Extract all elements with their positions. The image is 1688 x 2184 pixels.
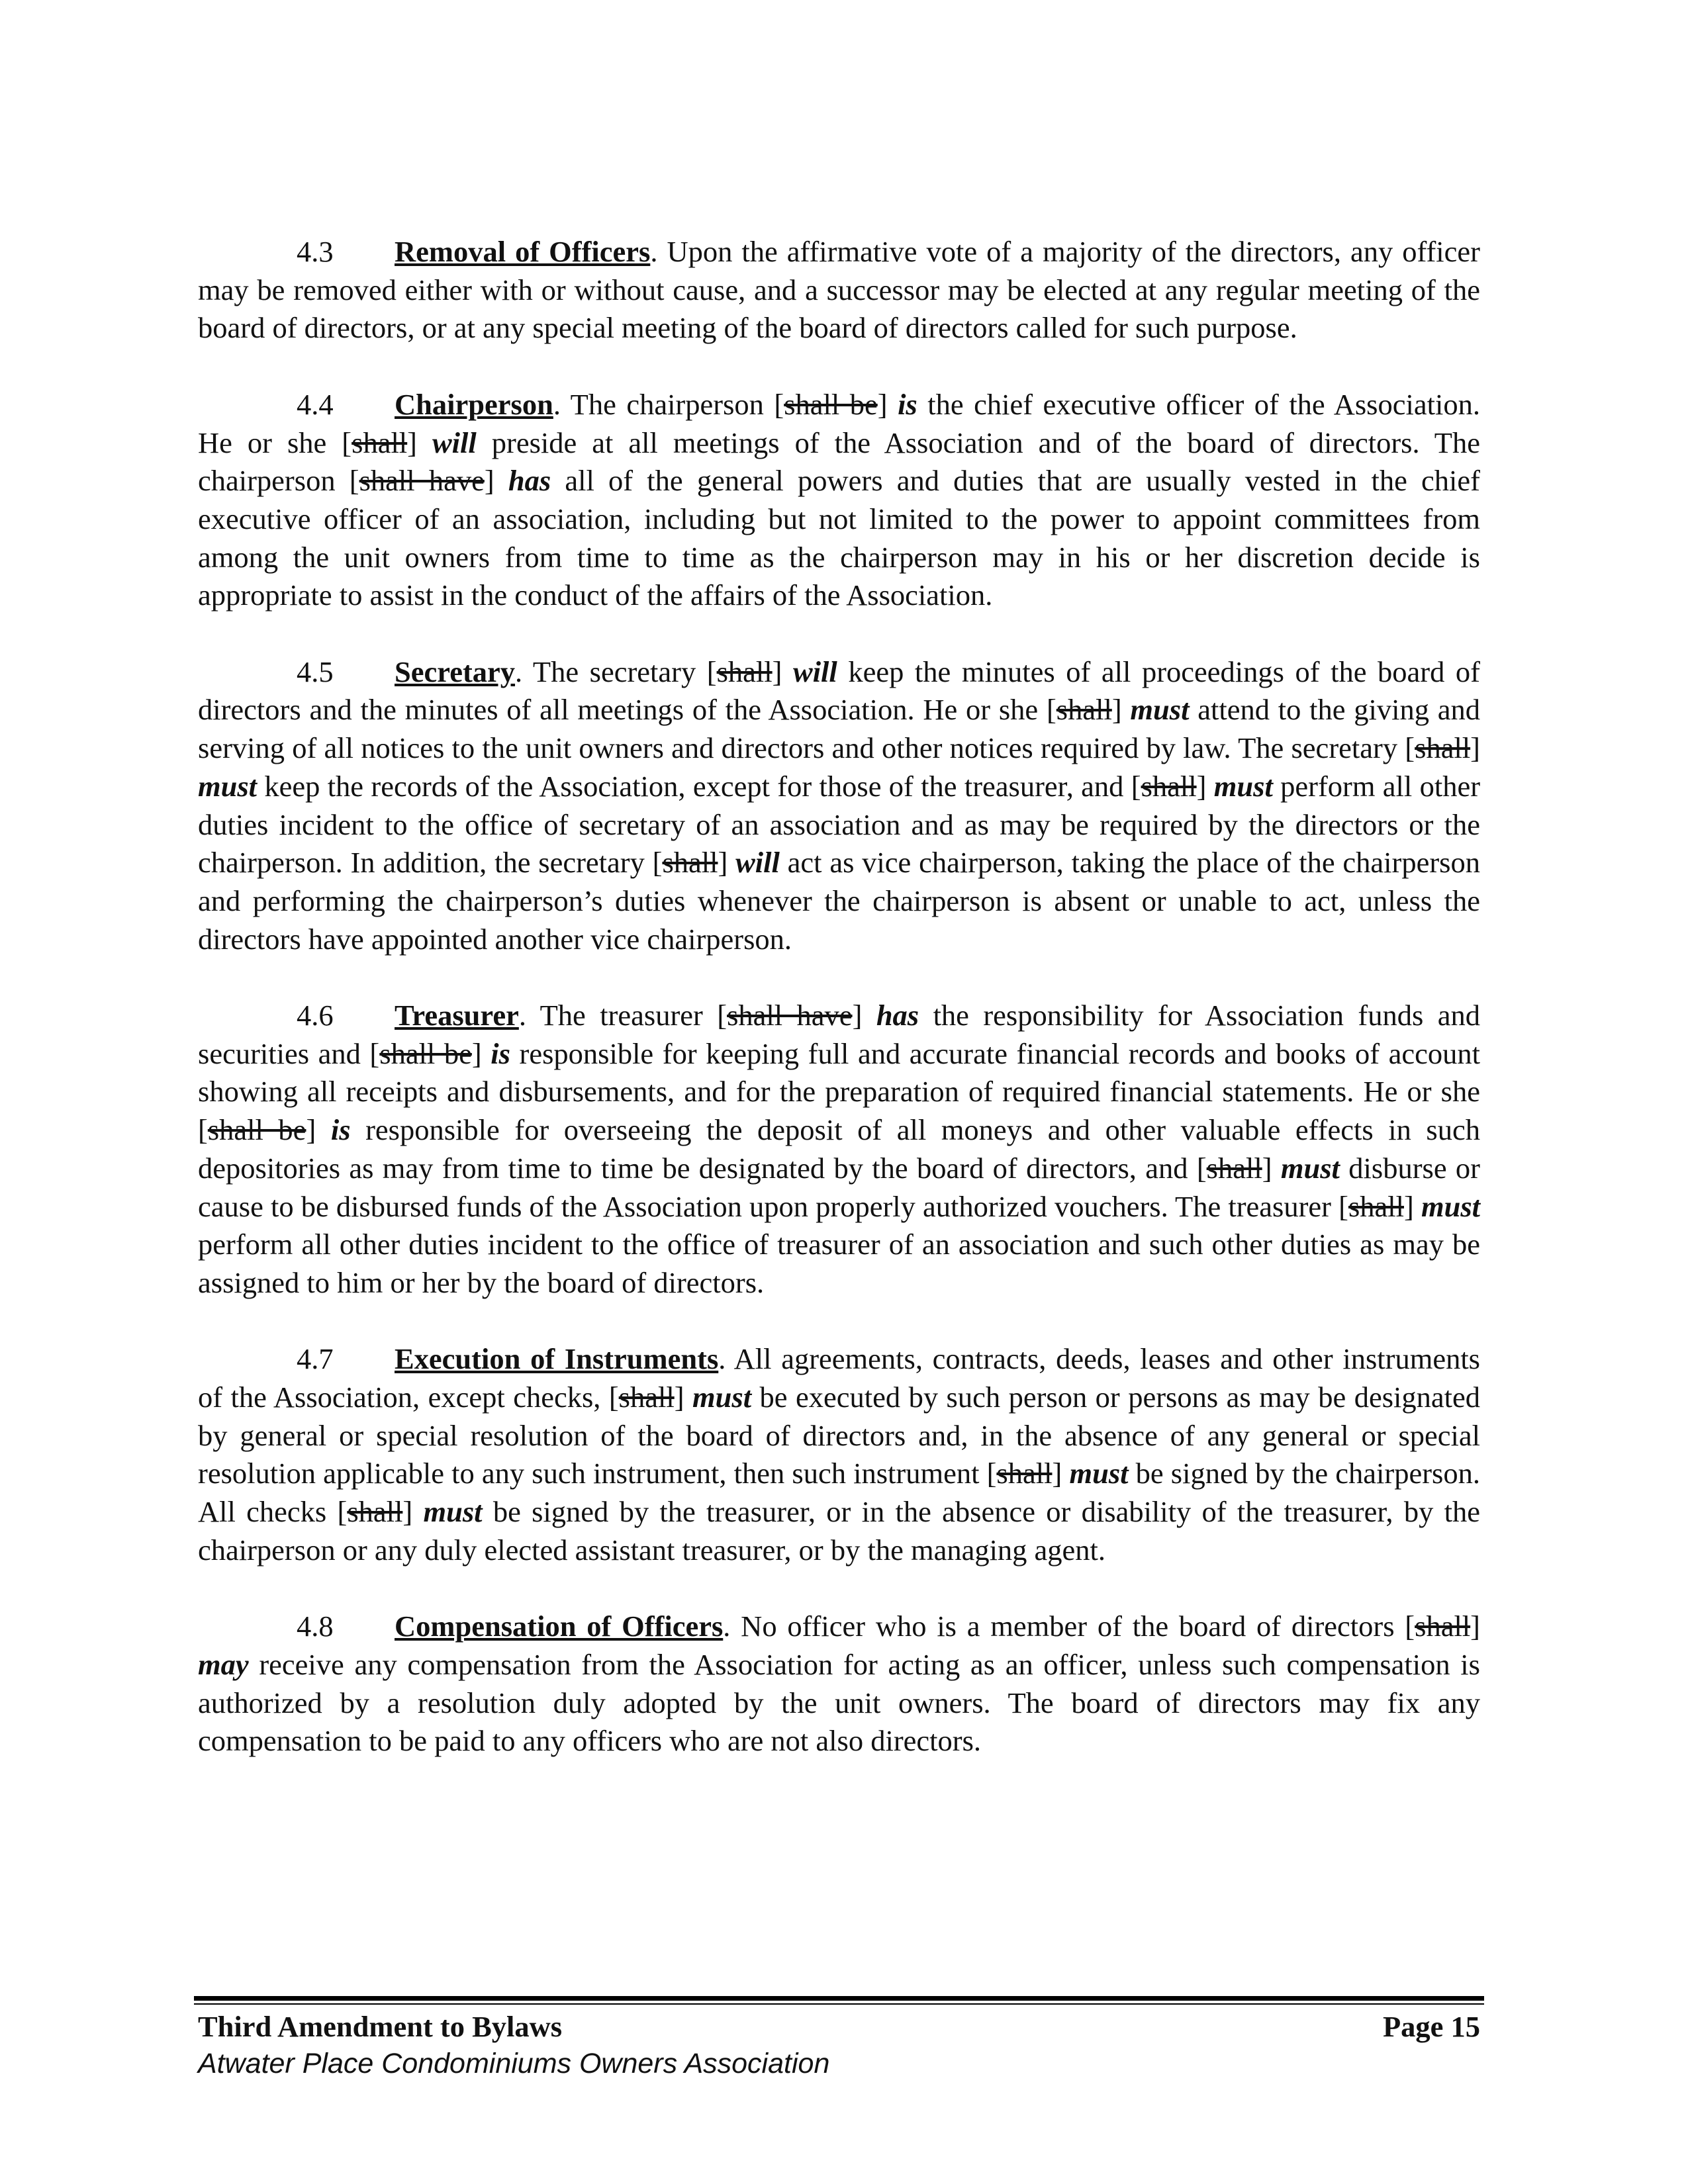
inserted-text: must [423, 1495, 483, 1529]
body-text: . No officer who is a member of the board of directors [ [723, 1610, 1415, 1643]
body-text: perform all other duties incident to the office of secretary of an association and as may be required by the directors or the chairperson. In addition, the secretary [ [198, 769, 1481, 880]
body-text: ] [407, 426, 432, 459]
body-text: be signed by the treasurer, or in the absence or disability of the treasurer, by the chairperson or any duly elected assistant treasurer, or by the managing agent. [198, 1495, 1480, 1567]
body-text: perform all other duties incident to the office of treasurer of an association and such other duties as may be assigned to him or her by the board of directors. [198, 1228, 1480, 1299]
inserted-text: has [876, 999, 919, 1032]
section-heading: Removal of Officers [395, 235, 651, 268]
deleted-text: shall [1141, 769, 1197, 803]
deleted-text: shall be [207, 1113, 306, 1147]
deleted-text: shall [1415, 1610, 1471, 1643]
body-text: ] [1196, 769, 1214, 803]
inserted-text: must [1280, 1151, 1340, 1185]
body-text: keep the minutes of all proceedings of the board of directors and the minutes of all meetings of the Association. He or she [ [198, 655, 1480, 727]
inserted-text: will [735, 846, 780, 880]
footer-document-title: Third Amendment to Bylaws [198, 2010, 563, 2043]
deleted-text: shall be [379, 1036, 472, 1070]
section-4-7 [198, 1340, 1480, 1569]
body-text: keep the records of the Association, except for those of the treasurer, and [ [257, 769, 1141, 803]
section-heading: Execution of Instruments [395, 1342, 719, 1376]
page-footer [198, 2008, 1480, 2082]
inserted-text: must [1069, 1457, 1129, 1490]
inserted-text: must [1130, 693, 1190, 727]
inserted-text: will [432, 426, 477, 459]
section-heading: Treasurer [395, 999, 519, 1032]
inserted-text: may [198, 1647, 249, 1681]
section-4-8 [198, 1608, 1480, 1760]
deleted-text: shall [996, 1457, 1053, 1490]
inserted-text: is [898, 387, 917, 421]
section-number: 4.7 [297, 1342, 334, 1376]
body-text: ] [674, 1381, 693, 1414]
body-text: be signed by the chairperson. All checks [ [198, 1457, 1480, 1529]
body-text: ] [1470, 1610, 1480, 1643]
body-text: ] [772, 655, 794, 688]
deleted-text: shall [1348, 1189, 1404, 1223]
section-4-6 [198, 997, 1480, 1302]
section-4-4 [198, 386, 1480, 615]
body-text: . Upon the affirmative vote of a majority of the directors, any officer may be removed either with or without cause, and a successor may be elected at any regular meeting of the board of directors, or at any special meeting of the board of directors called for such purpose. [198, 235, 1480, 345]
inserted-text: must [692, 1381, 752, 1414]
body-text: ] [718, 846, 736, 880]
body-text: be executed by such person or persons as may be designated by general or special resolution of the board of directors and, in the absence of any general or special resolution applicable to any such instrument, then such instrument [ [198, 1381, 1480, 1490]
footer-top-row [198, 2008, 1480, 2045]
deleted-text: shall [618, 1381, 675, 1414]
deleted-text: shall [662, 846, 718, 880]
section-heading: Chairperson [395, 387, 553, 421]
document-body [198, 233, 1480, 1799]
inserted-text: will [793, 655, 837, 688]
deleted-text: shall [716, 655, 773, 688]
body-text: ] [1111, 693, 1131, 727]
footer-page-number: Page 15 [1382, 2010, 1480, 2043]
body-text: ] [484, 464, 508, 498]
body-text: ] [1404, 1189, 1421, 1223]
section-number: 4.8 [297, 1610, 334, 1643]
section-4-3 [198, 233, 1480, 347]
body-text: . All agreements, contracts, deeds, leases and other instruments of the Association, except checks, [ [198, 1342, 1481, 1414]
body-text: responsible for keeping full and accurate financial records and books of account showing all receipts and disbursements, and for the preparation of required financial statements. He or she [ [198, 1036, 1480, 1147]
inserted-text: must [198, 769, 258, 803]
section-heading: Compensation of Officers [395, 1610, 724, 1643]
footer-association-name: Atwater Place Condominiums Owners Association [198, 2048, 830, 2079]
body-text: . The treasurer [ [518, 999, 727, 1032]
deleted-text: shall be [784, 387, 878, 421]
section-number: 4.6 [297, 999, 334, 1032]
deleted-text: shall [347, 1495, 403, 1529]
body-text: . The secretary [ [515, 655, 717, 688]
body-text: . The chairperson [ [553, 387, 784, 421]
deleted-text: shall [1206, 1151, 1262, 1185]
section-number: 4.3 [297, 235, 334, 268]
deleted-text: shall have [359, 464, 485, 498]
body-text: the chief executive officer of the Association. He or she [ [198, 387, 1480, 459]
body-text: responsible for overseeing the deposit of all moneys and other valuable effects in such depositories as may from time to time be designated by the board of directors, and [ [198, 1113, 1480, 1185]
inserted-text: is [491, 1036, 510, 1070]
inserted-text: is [330, 1113, 351, 1147]
body-text: ] [306, 1113, 331, 1147]
section-heading: Secretary [395, 655, 516, 688]
body-text: disburse or cause to be disbursed funds of the Association upon properly authorized vouchers. The treasurer [ [198, 1151, 1481, 1223]
section-number: 4.4 [297, 387, 334, 421]
inserted-text: has [508, 464, 551, 498]
body-text: attend to the giving and serving of all notices to the unit owners and directors and other notices required by law. The secretary [ [198, 693, 1480, 765]
body-text: all of the general powers and duties that are usually vested in the chief executive officer of an association, including but not limited to the power to appoint committees from among the unit owners from time to time as the chairperson may in his or her discretion decide is appropriate to assist in the conduct of the affairs of the Association. [198, 464, 1480, 612]
deleted-text: shall have [727, 999, 853, 1032]
body-text: receive any compensation from the Association for acting as an officer, unless such compensation is authorized by a resolution duly adopted by the unit owners. The board of directors may fix any compensation to be paid to any officers who are not also directors. [198, 1647, 1480, 1758]
body-text: ] [402, 1495, 424, 1529]
footer-divider [194, 1996, 1484, 2005]
body-text: ] [852, 999, 876, 1032]
inserted-text: must [1213, 769, 1273, 803]
body-text: ] [1262, 1151, 1281, 1185]
section-4-5 [198, 653, 1480, 959]
section-number: 4.5 [297, 655, 334, 688]
deleted-text: shall [1056, 693, 1112, 727]
body-text: ] [877, 387, 898, 421]
body-text: ] [1052, 1457, 1070, 1490]
body-text: ] [471, 1036, 491, 1070]
body-text: ] [1470, 731, 1480, 765]
body-text: preside at all meetings of the Association and of the board of directors. The chairperson [ [198, 426, 1480, 498]
inserted-text: must [1421, 1189, 1480, 1223]
deleted-text: shall [1415, 731, 1471, 765]
body-text: act as vice chairperson, taking the place of the chairperson and performing the chairperson’s duties whenever the chairperson is absent or unable to act, unless the directors have appointed another vice chairperson. [198, 846, 1480, 956]
deleted-text: shall [352, 426, 408, 459]
body-text: the responsibility for Association funds and securities and [ [198, 999, 1480, 1070]
